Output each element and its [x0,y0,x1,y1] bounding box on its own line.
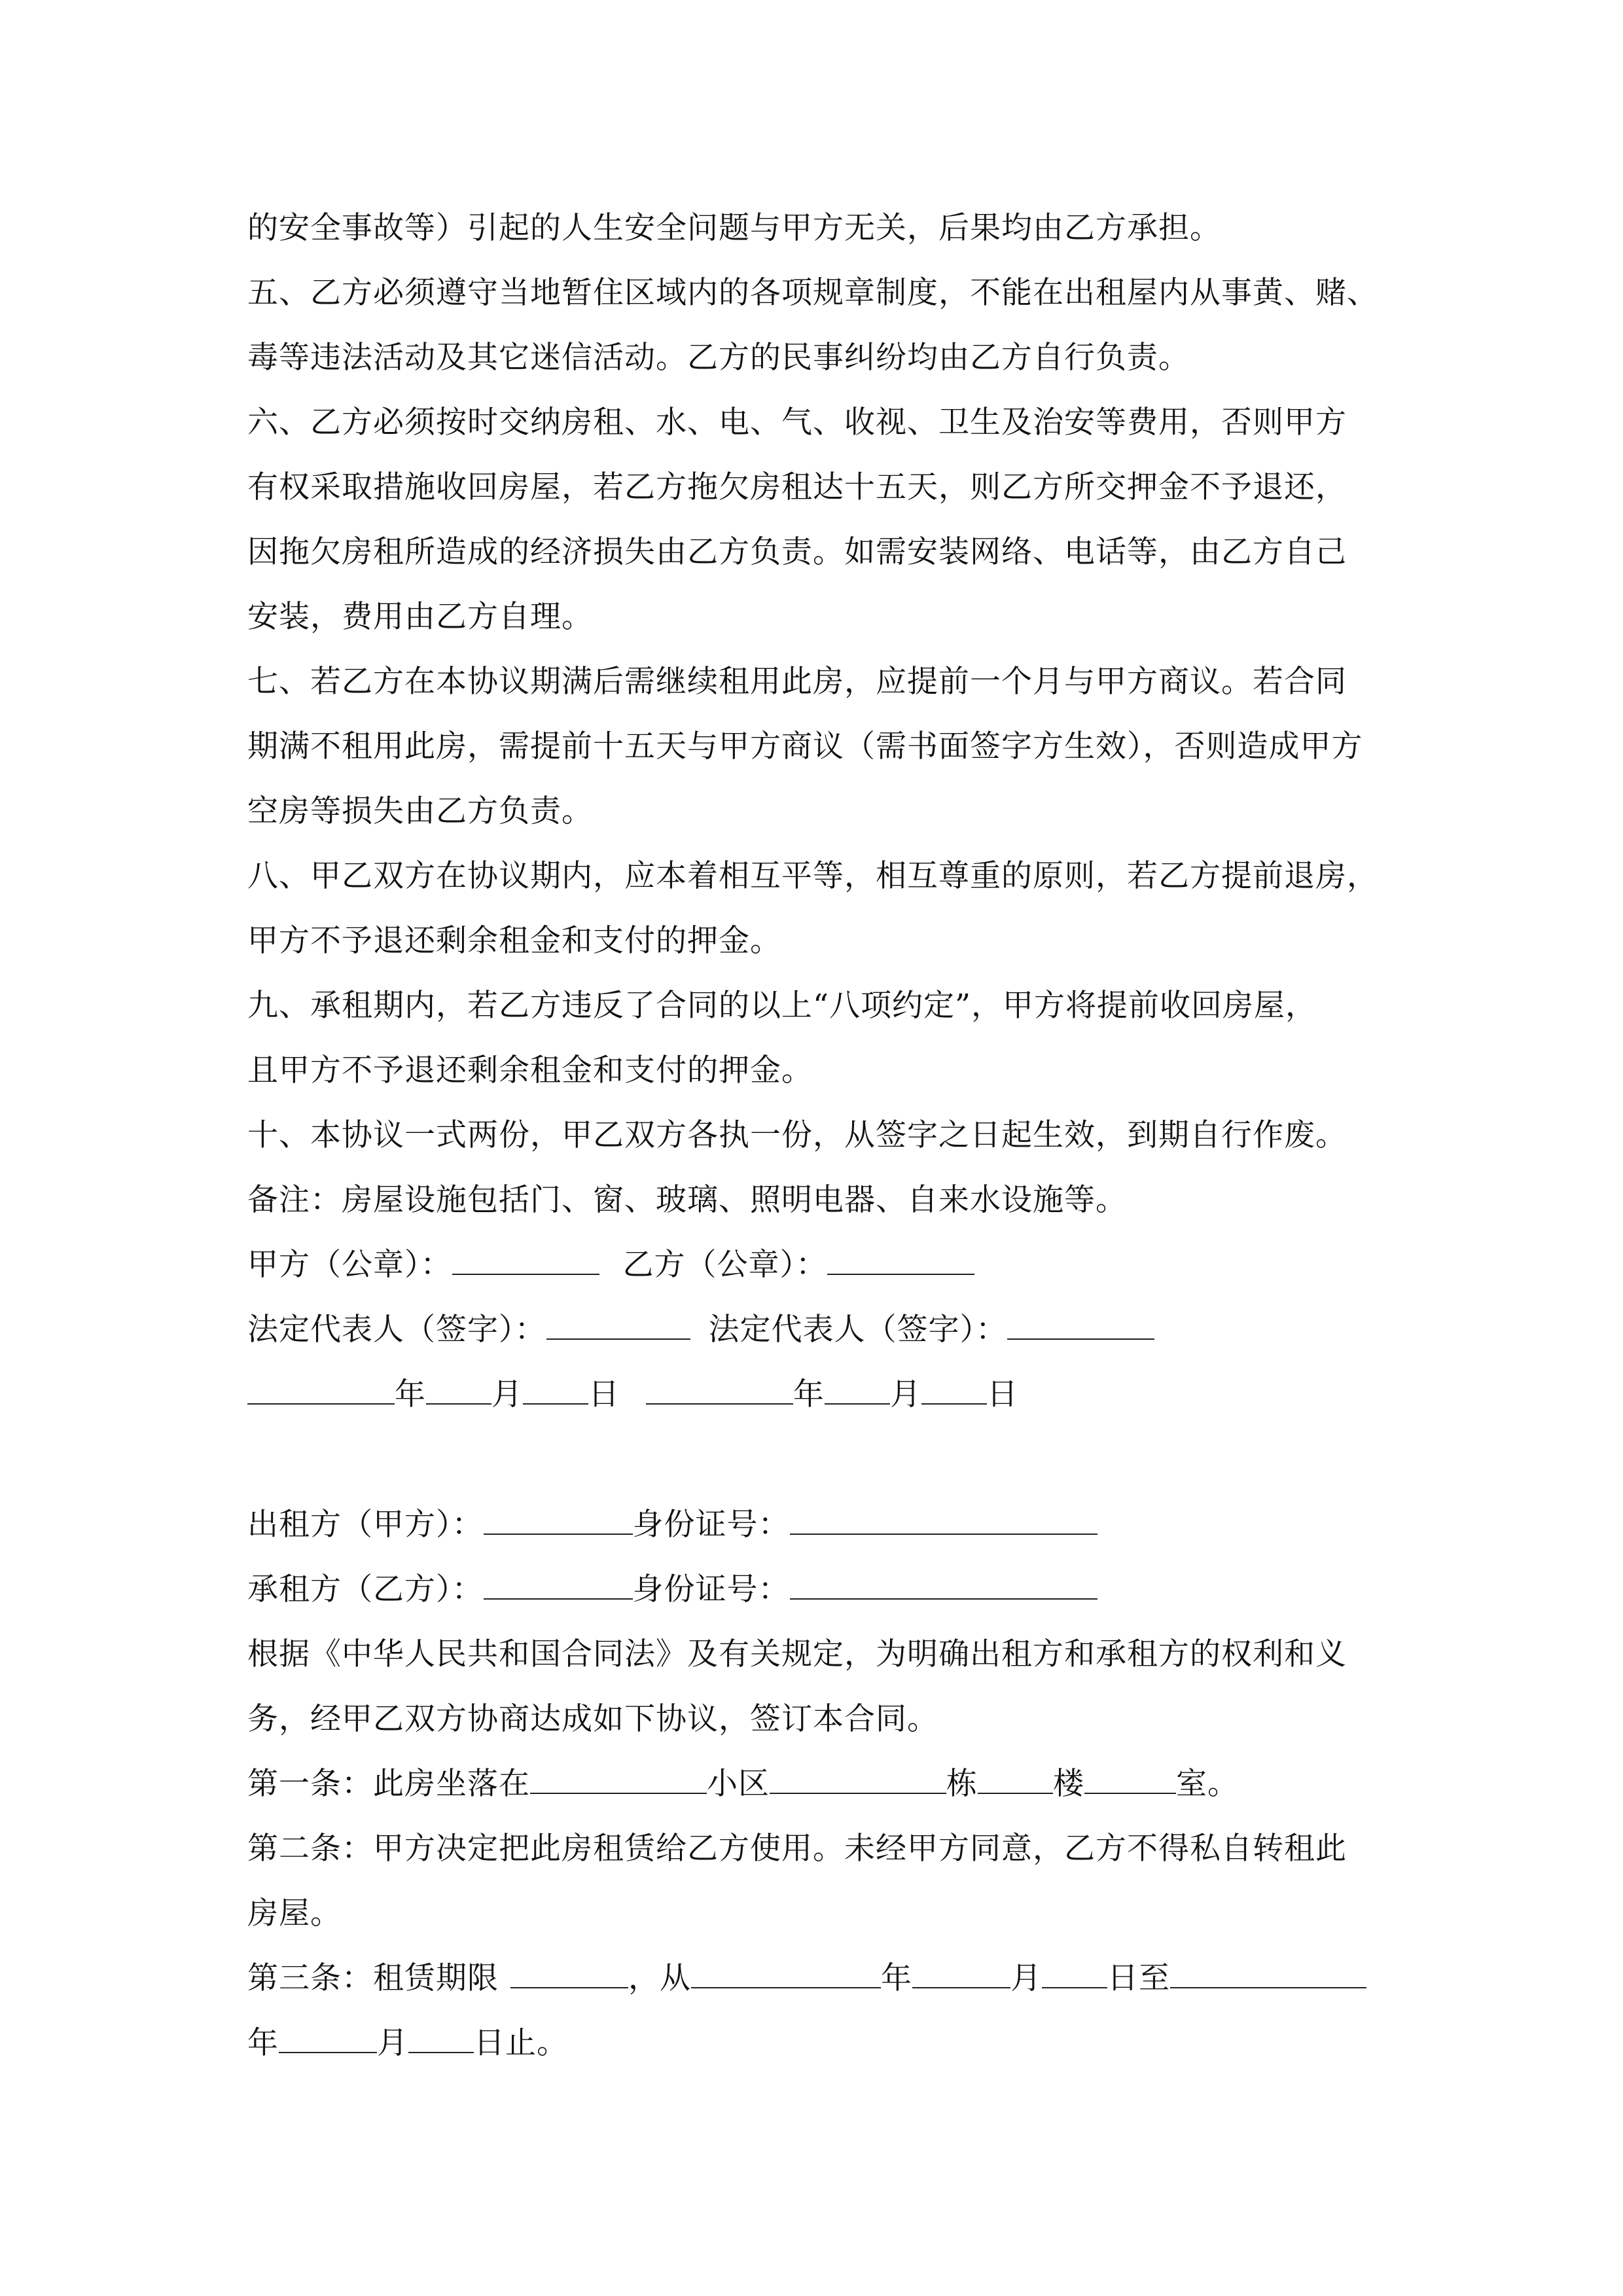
clause-8-line: 八、甲乙双方在协议期内，应本着相互平等，相互尊重的原则，若乙方提前退房， [247,858,1378,894]
date-b-year-label: 年 [793,1376,825,1412]
clause-7-line: 七、若乙方在本协议期满后需继续租用此房，应提前一个月与甲方商议。若合同 [247,664,1347,700]
article-3-end-row [247,2014,1425,2073]
article-2-line: 房屋。 [247,1895,342,1931]
lessee-name-blank[interactable] [484,1562,633,1600]
clause-10-line: 十、本协议一式两份，甲乙双方各执一份，从签字之日起生效，到期自行作废。 [247,1117,1347,1153]
end-year-label: 年 [247,2025,279,2061]
clause-5-line: 五、乙方必须遵守当地暂住区域内的各项规章制度，不能在出租屋内从事黄、赌、 [247,275,1378,311]
date-a-month-blank[interactable] [426,1367,491,1405]
legal-rep-row [247,1300,1425,1359]
lessee-id-blank[interactable] [790,1562,1097,1600]
clause-6-line: 有权采取措施收回房屋，若乙方拖欠房租达十五天，则乙方所交押金不予退还， [247,469,1347,505]
date-b-year-blank[interactable] [646,1367,793,1405]
start-month-label: 月 [1010,1960,1042,1996]
clause-8-line: 甲方不予退还剩余租金和支付的押金。 [247,923,781,959]
building-label: 栋 [946,1766,978,1802]
legal-rep-b-blank[interactable] [1007,1302,1154,1340]
lessee-id-label: 身份证号： [632,1571,790,1607]
date-a-year-blank[interactable] [247,1367,395,1405]
clause-text-line: 的安全事故等）引起的人生安全问题与甲方无关，后果均由乙方承担。 [247,210,1221,246]
date-a-day-label: 日 [588,1376,620,1412]
start-year-blank[interactable] [691,1950,881,1988]
lessor-id-blank[interactable] [790,1497,1097,1535]
end-month-label: 月 [377,2025,408,2061]
lease-term-blank[interactable] [510,1950,628,1988]
start-day-blank[interactable] [1042,1950,1107,1988]
date-b-day-label: 日 [987,1376,1018,1412]
clause-6-line: 六、乙方必须按时交纳房租、水、电、气、收视、卫生及治安等费用，否则甲方 [247,404,1347,440]
party-b-seal-label: 乙方（公章）： [622,1247,827,1283]
intro-line: 根据《中华人民共和国合同法》及有关规定，为明确出租方和承租方的权利和义 [247,1636,1347,1672]
end-year-blank[interactable] [1170,1950,1366,1988]
date-b-day-blank[interactable] [921,1367,987,1405]
clause-6-line: 因拖欠房租所造成的经济损失由乙方负责。如需安装网络、电话等，由乙方自己 [247,534,1347,570]
article-1-row [247,1755,1425,1814]
lessee-label: 承租方（乙方）： [247,1571,484,1607]
date-a-year-label: 年 [395,1376,426,1412]
until-label: 日至 [1107,1960,1170,1996]
clause-9-line: 且甲方不予退还剩余租金和支付的押金。 [247,1052,813,1088]
floor-label: 楼 [1053,1766,1084,1802]
clause-7-line: 空房等损失由乙方负责。 [247,793,593,829]
intro-line: 务，经甲乙双方协商达成如下协议，签订本合同。 [247,1701,938,1737]
district-label: 小区 [707,1766,770,1802]
clause-6-line: 安装，费用由乙方自理。 [247,599,593,635]
district-blank[interactable] [770,1756,946,1794]
lessee-row [247,1560,1425,1619]
clause-7-line: 期满不租用此房，需提前十五天与甲方商议（需书面签字方生效），否则造成甲方 [247,728,1363,764]
article-3-row [247,1949,1425,2008]
legal-rep-a-blank[interactable] [546,1302,690,1340]
start-month-blank[interactable] [912,1950,1010,1988]
room-label: 室。 [1176,1766,1239,1802]
signature-date-row [247,1365,1425,1424]
end-month-blank[interactable] [279,2015,377,2053]
article-1-prefix: 第一条：此房坐落在 [247,1766,530,1802]
start-year-label: 年 [881,1960,912,1996]
date-b-month-label: 月 [890,1376,921,1412]
remarks-line: 备注：房屋设施包括门、窗、玻璃、照明电器、自来水设施等。 [247,1182,1127,1218]
party-a-seal-label: 甲方（公章）： [247,1247,452,1283]
party-a-seal-blank[interactable] [452,1237,599,1275]
clause-9-line: 九、承租期内，若乙方违反了合同的以上“八项约定”，甲方将提前收回房屋， [247,988,1317,1024]
article-2-line: 第二条：甲方决定把此房租赁给乙方使用。未经甲方同意，乙方不得私自转租此 [247,1831,1347,1867]
party-seal-row [247,1236,1425,1295]
building-blank[interactable] [978,1756,1053,1794]
lessor-label: 出租方（甲方）： [247,1507,484,1543]
date-a-month-label: 月 [491,1376,523,1412]
end-day-blank[interactable] [408,2015,474,2053]
legal-rep-a-label: 法定代表人（签字）： [247,1312,546,1348]
location-blank[interactable] [530,1756,707,1794]
lessor-id-label: 身份证号： [632,1507,790,1543]
floor-blank[interactable] [1084,1756,1176,1794]
from-label: ，从 [628,1960,691,1996]
clause-5-line: 毒等违法活动及其它迷信活动。乙方的民事纠纷均由乙方自行负责。 [247,340,1190,376]
end-label: 日止。 [474,2025,568,2061]
article-3-prefix: 第三条：租赁期限 [247,1960,499,1996]
lessor-row [247,1496,1425,1554]
lessor-name-blank[interactable] [484,1497,633,1535]
party-b-seal-blank[interactable] [827,1237,974,1275]
date-b-month-blank[interactable] [825,1367,890,1405]
legal-rep-b-label: 法定代表人（签字）： [708,1312,1007,1348]
date-a-day-blank[interactable] [523,1367,588,1405]
